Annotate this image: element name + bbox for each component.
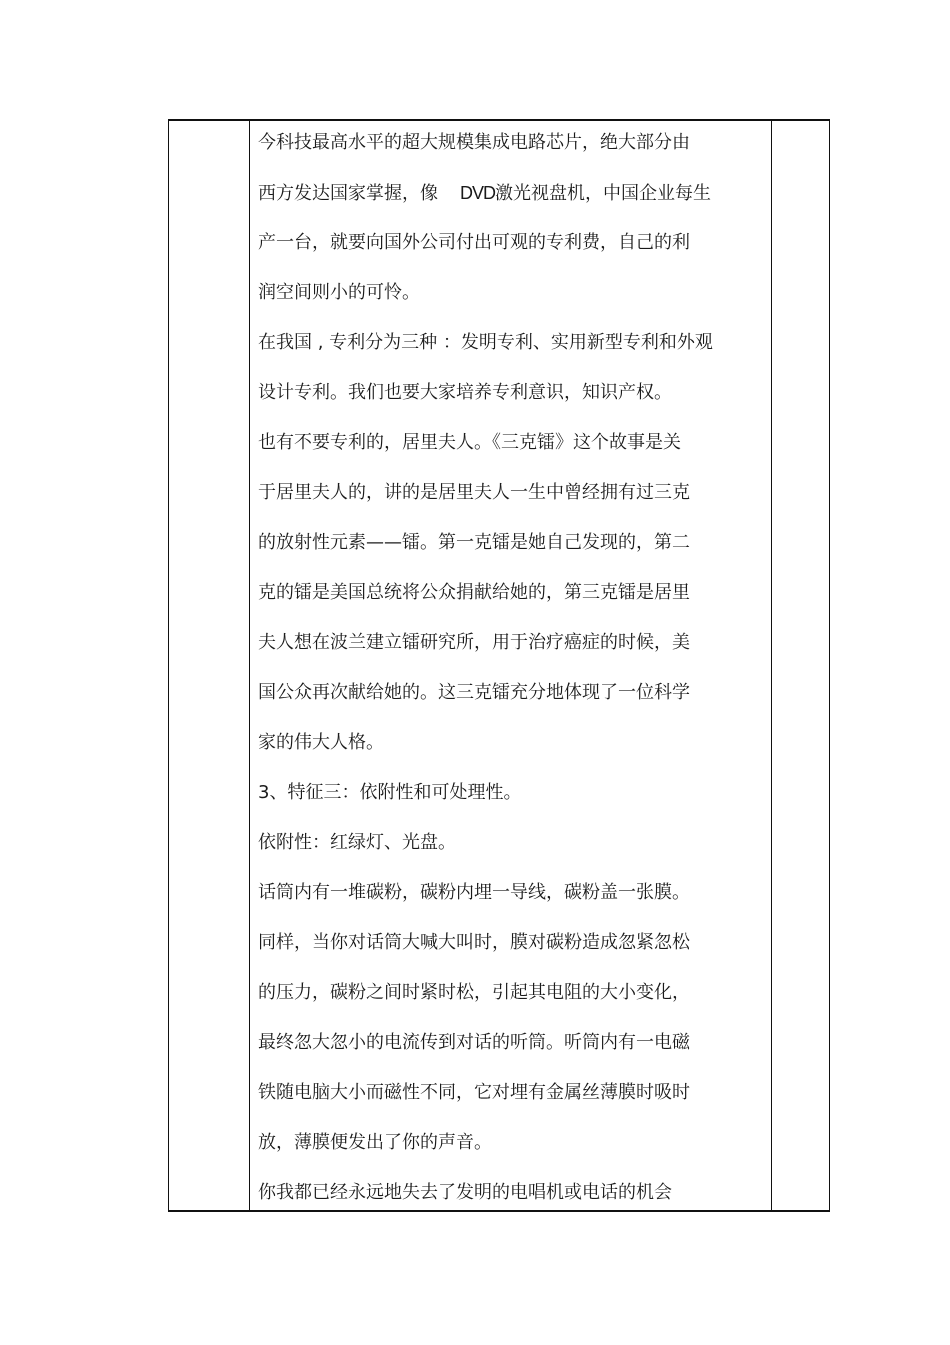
- text-line: [258, 181, 711, 205]
- text-line: 的压力，碳粉之间时紧时松，引起其电阻的大小变化，: [258, 982, 690, 1003]
- text-line: 话筒内有一堆碳粉，碳粉内埋一导线，碳粉盖一张膜。: [258, 882, 690, 903]
- text-line: 也有不要专利的，居里夫人。《三克镭》这个故事是关: [258, 432, 681, 453]
- text-line: 最终忽大忽小的电流传到对话的听筒。听筒内有一电磁: [258, 1032, 690, 1053]
- text-line: 国公众再次献给她的。这三克镭充分地体现了一位科学: [258, 682, 690, 703]
- text-run: 激光视盘机，中国企业每生: [495, 183, 712, 204]
- table-column-divider-left: [249, 121, 250, 1210]
- text-line: 今科技最高水平的超大规模集成电路芯片，绝大部分由: [258, 132, 690, 153]
- text-line: 家的伟大人格。: [258, 732, 384, 753]
- text-line: 夫人想在波兰建立镭研究所，用于治疗癌症的时候，美: [258, 632, 690, 653]
- section-heading: 3、特征三：依附性和可处理性。: [258, 782, 522, 803]
- text-line: 依附性：红绿灯、光盘。: [258, 832, 456, 853]
- text-line: 同样，当你对话筒大喊大叫时，膜对碳粉造成忽紧忽松: [258, 932, 690, 953]
- text-line: 你我都已经永远地失去了发明的电唱机或电话的机会: [258, 1182, 672, 1203]
- text-line: 的放射性元素——镭。第一克镭是她自己发现的，第二: [258, 532, 690, 553]
- text-run: 西方发达国家掌握，像: [258, 183, 438, 204]
- text-line: 在我国 , 专利分为三种 ：发明专利、实用新型专利和外观: [258, 332, 713, 353]
- table-column-divider-right: [771, 121, 772, 1210]
- text-run-code: DVD: [460, 183, 496, 203]
- text-line: 润空间则小的可怜。: [258, 282, 420, 303]
- text-line: 放，薄膜便发出了你的声音。: [258, 1132, 492, 1153]
- text-line: 产一台，就要向国外公司付出可观的专利费，自己的利: [258, 232, 690, 253]
- text-line: 于居里夫人的，讲的是居里夫人一生中曾经拥有过三克: [258, 482, 690, 503]
- text-line: 克的镭是美国总统将公众捐献给她的，第三克镭是居里: [258, 582, 690, 603]
- text-line: 铁随电脑大小而磁性不同，它对埋有金属丝薄膜时吸时: [258, 1082, 690, 1103]
- text-line: 设计专利。我们也要大家培养专利意识，知识产权。: [258, 382, 672, 403]
